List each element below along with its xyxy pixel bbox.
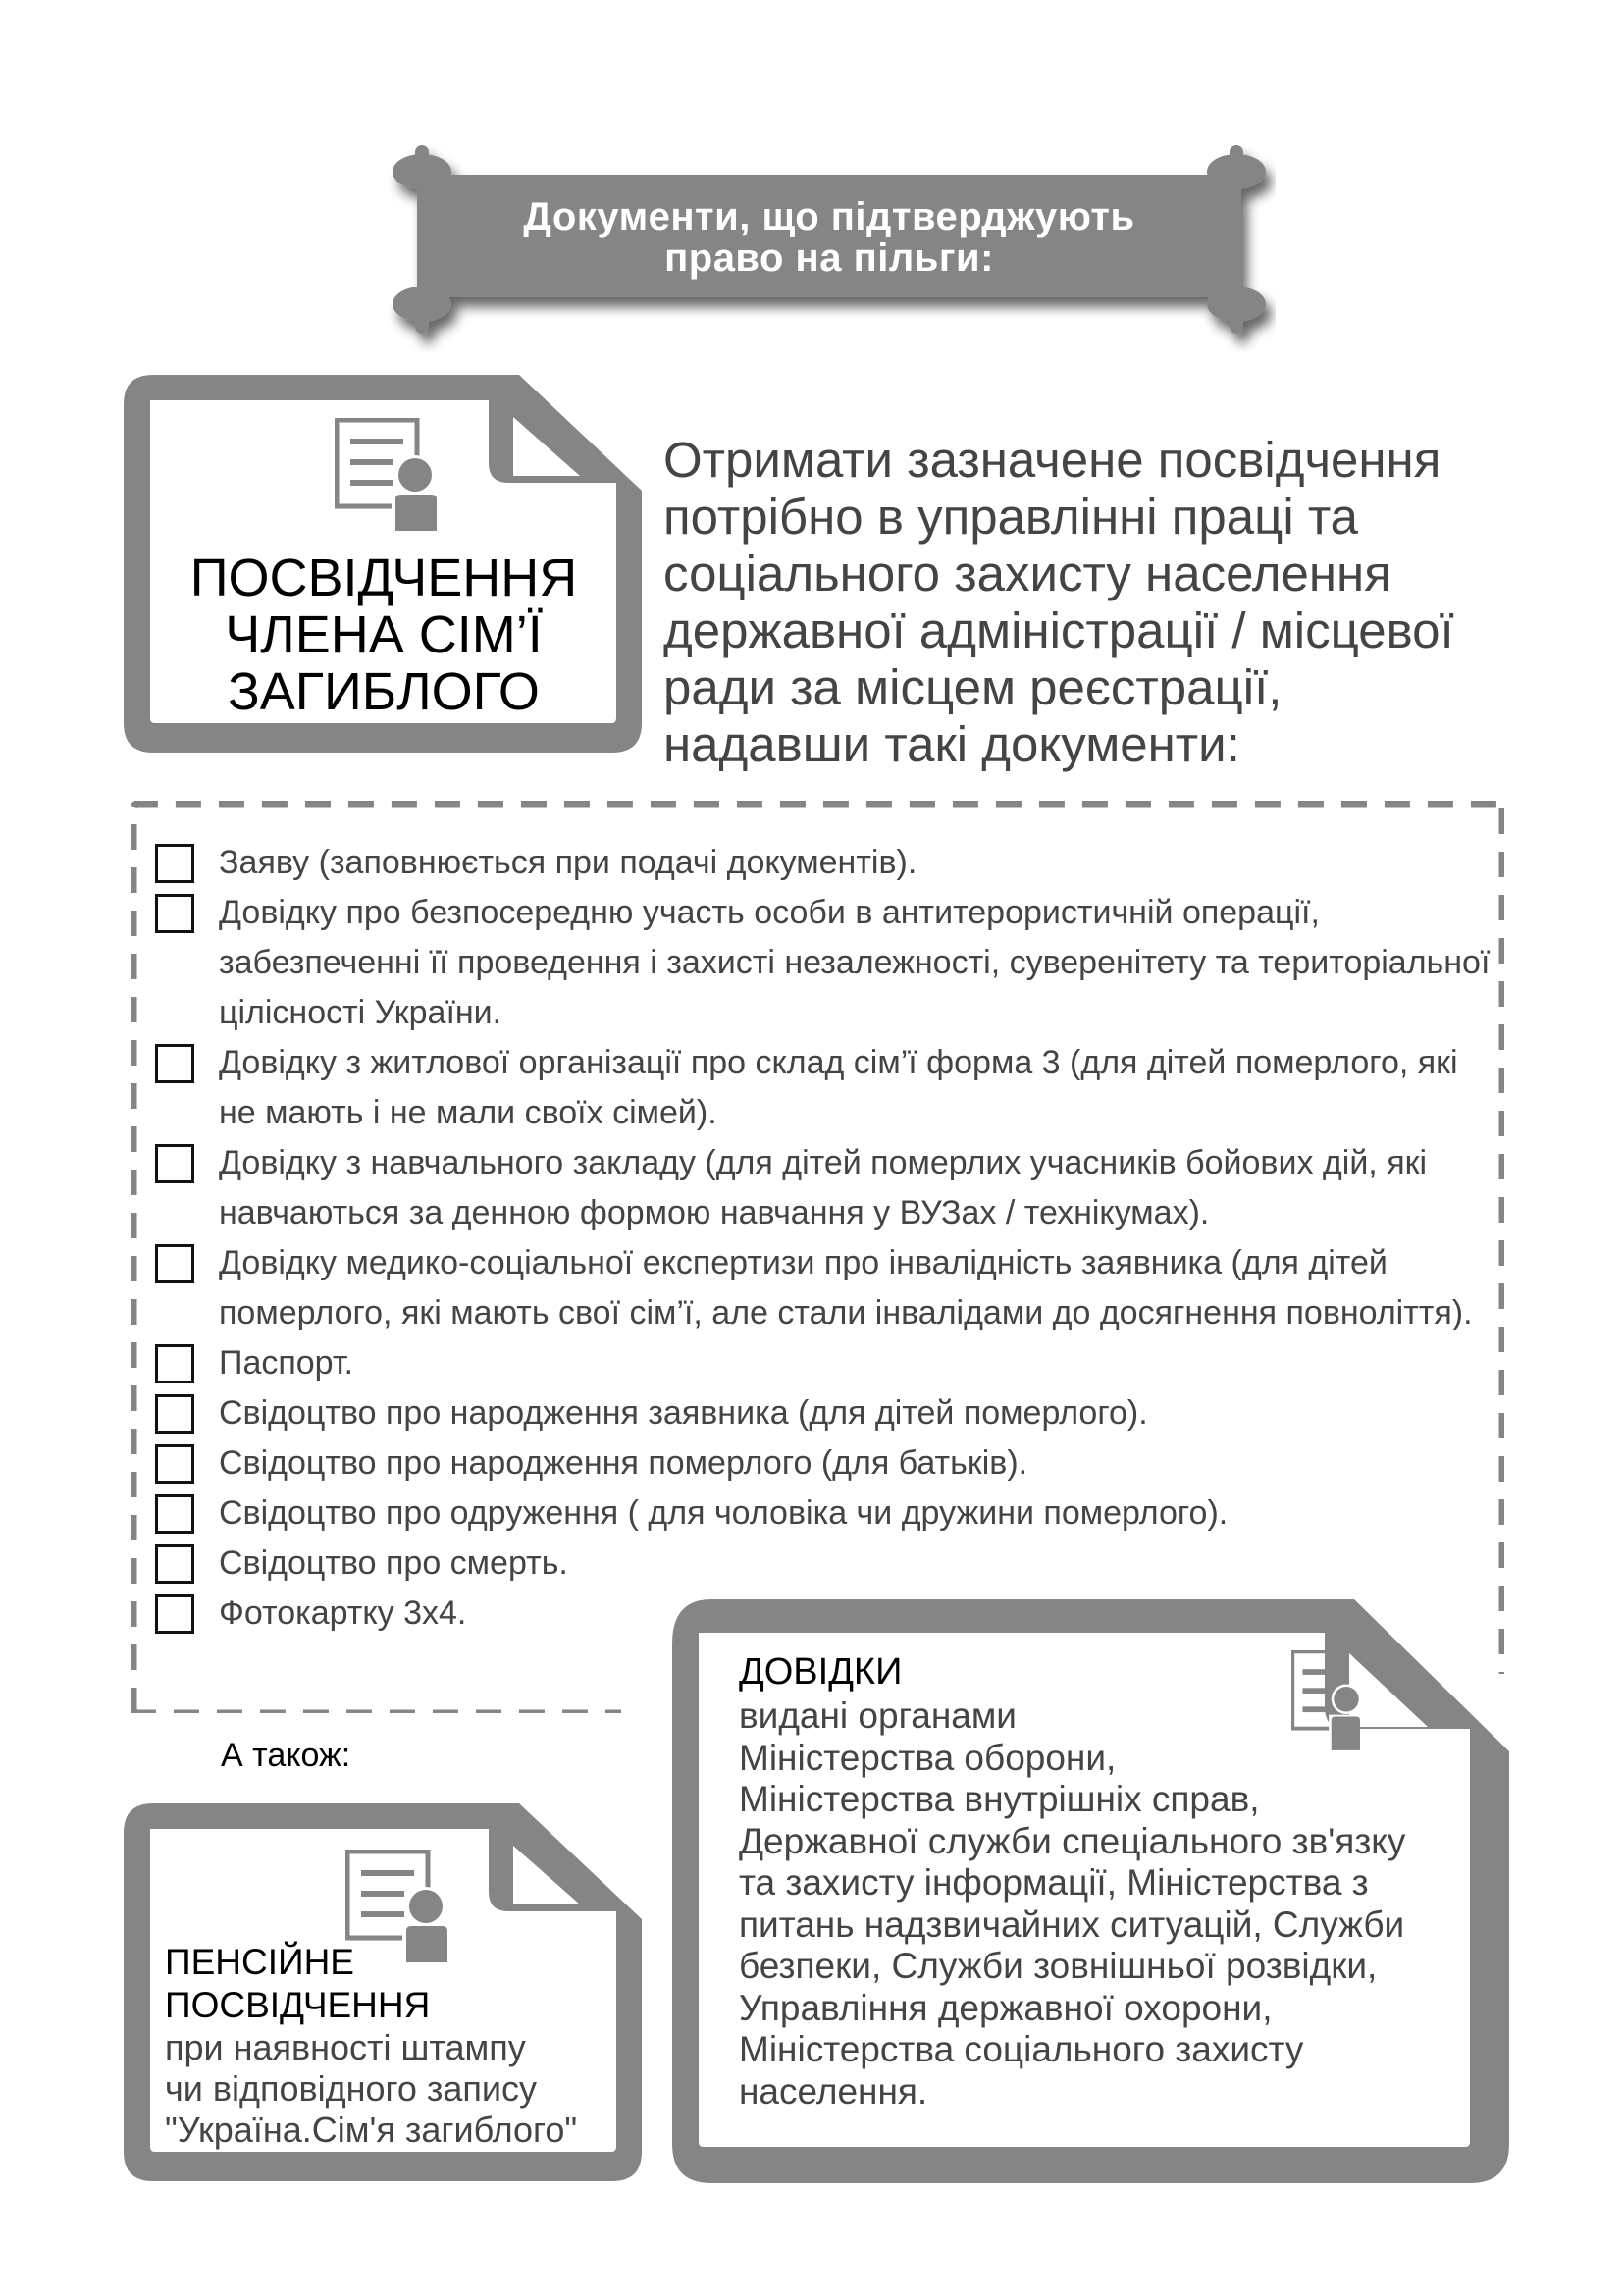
banner-title [383,196,1276,279]
card-title-line-3: ЗАГИБЛОГО [228,662,540,721]
checklist-item [155,1388,1499,1438]
checklist-item-text: Довідку медико-соціальної експертизи про інвалідність заявника (для дітей померлого, які мають свої сім’ї, але стали інвалідами до досягнення повноліття). [219,1244,1473,1331]
checkbox[interactable] [155,844,194,883]
card-description-line: при наявності штампу [165,2027,526,2067]
checklist-item-text: Довідку про безпосередню участь особи в антитерористичній операції, забезпеченні її проведення і захисті незалежності, суверенітету та територіальної цілісності України. [219,894,1491,1031]
checklist-item-text: Фотокартку 3х4. [219,1594,467,1632]
card-title: ДОВІДКИ [739,1651,903,1693]
intro-line: потрібно в управлінні праці та [663,489,1358,545]
checkbox[interactable] [155,1344,194,1383]
checkbox[interactable] [155,1494,194,1534]
pension-certificate-card [124,1803,644,2181]
checklist-item [155,1138,1499,1238]
checklist-item [155,1539,1499,1589]
card-description [165,2027,577,2151]
checklist-item [155,1338,1499,1388]
title-banner [383,137,1276,353]
intro-line: соціального захисту населення [663,546,1391,601]
banner-title-line-1: Документи, що підтверджують [523,195,1135,238]
checkbox[interactable] [155,894,194,933]
checklist-items [155,838,1499,1639]
checklist-item-text: Заяву (заповнюється при подачі документів). [219,844,917,881]
card-title-line-1: ПОСВІДЧЕННЯ [189,548,578,607]
card-description-line: безпеки, Служби зовнішньої розвідки, [739,1946,1378,1986]
card-title [165,1941,430,2027]
card-description-line: питань надзвичайних ситуацій, Служби [739,1904,1405,1945]
checkbox[interactable] [155,1144,194,1183]
checklist-item [155,1238,1499,1338]
document-person-icon [335,418,443,531]
card-description-line: "Україна.Сім'я загиблого" [165,2110,578,2150]
card-title-line-2: ЧЛЕНА СІМ’Ї [225,605,543,664]
checklist-item [155,888,1499,1038]
checkbox[interactable] [155,1244,194,1283]
checkbox[interactable] [155,1594,194,1634]
intro-line: ради за місцем реєстрації, [663,659,1283,715]
checklist-item [155,1438,1499,1488]
intro-paragraph [663,432,1527,773]
also-label: А також: [221,1737,351,1774]
checkbox[interactable] [155,1544,194,1584]
checklist-item [155,1488,1499,1539]
intro-line: Отримати зазначене посвідчення [663,432,1441,488]
document-checklist [131,801,1504,1713]
card-description-line: та захисту інформації, Міністерства з [739,1862,1369,1903]
checklist-item-text: Свідоцтво про народження померлого (для батьків). [219,1444,1028,1482]
checklist-item [155,838,1499,888]
certificates-card [667,1599,1511,2188]
family-member-certificate-card [124,375,644,753]
card-description-line: Міністерства внутрішніх справ, [739,1779,1260,1819]
checklist-item [155,1038,1499,1138]
checkbox[interactable] [155,1044,194,1083]
card-description-line: Управління державної охорони, [739,1987,1273,2028]
intro-line: надавши такі документи: [663,716,1240,772]
card-title-line-1: ПЕНСІЙНЕ [165,1942,354,1982]
checklist-item-text: Довідку з навчального закладу (для дітей померлих учасників бойових дій, які навчаються за денною формою навчання у ВУЗах / технікумах). [219,1144,1428,1231]
card-description [739,1695,1445,2112]
checklist-item-text: Свідоцтво про смерть. [219,1544,568,1582]
card-title [153,549,614,720]
card-description-line: Державної служби спеціального зв'язку [739,1820,1406,1861]
card-description-line: Міністерства оборони, [739,1737,1117,1778]
card-title-line-2: ПОСВІДЧЕННЯ [165,1985,431,2025]
checkbox[interactable] [155,1394,194,1434]
checkbox[interactable] [155,1444,194,1484]
card-description-line: Міністерства соціального захисту [739,2029,1304,2069]
checklist-item-text: Довідку з житлової організації про склад сім’ї форма 3 (для дітей померлого, які не мають і не мали своїх сімей). [219,1044,1458,1131]
card-description-line: видані органами [739,1695,1017,1736]
checklist-item-text: Свідоцтво про народження заявника (для дітей померлого). [219,1394,1148,1432]
banner-title-line-2: право на пільги: [664,236,994,280]
card-description-line: населення. [739,2070,928,2112]
checklist-item-text: Паспорт. [219,1344,354,1382]
checklist-item-text: Свідоцтво про одруження ( для чоловіка чи дружини померлого). [219,1494,1229,1532]
intro-line: державної адміністрації / місцевої [663,602,1454,658]
card-description-line: чи відповідного запису [165,2068,538,2109]
